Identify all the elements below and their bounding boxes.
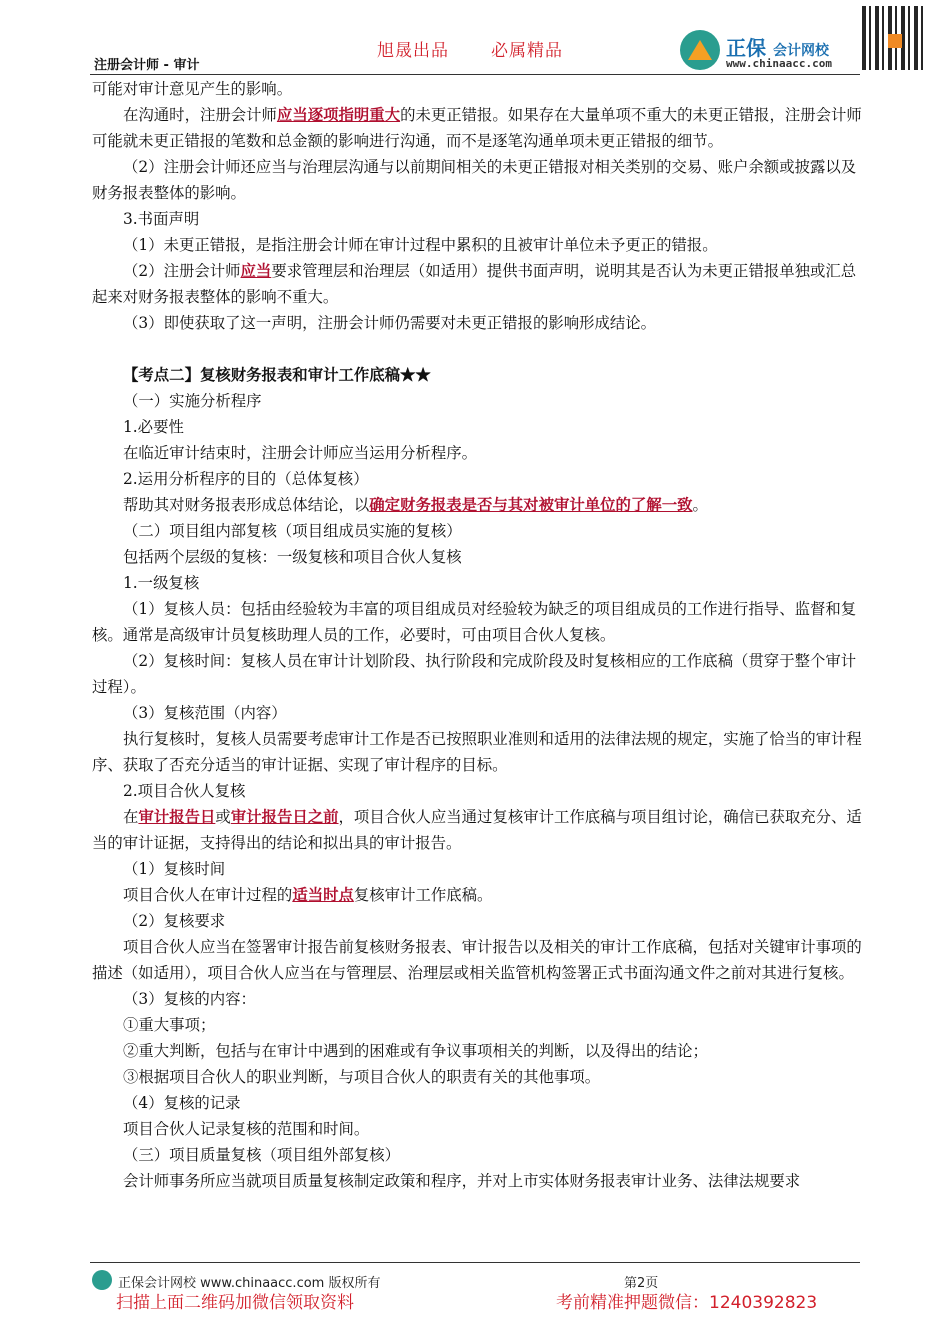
paragraph: 在审计报告日或审计报告日之前，项目合伙人应当通过复核审计工作底稿与项目组讨论，确信已获取充分、适当的审计证据，支持得出的结论和拟出具的审计报告。	[92, 808, 862, 852]
paragraph: 帮助其对财务报表形成总体结论，以确定财务报表是否与其对被审计单位的了解一致。	[123, 496, 708, 514]
brand-logo	[680, 30, 860, 74]
document-body	[92, 76, 862, 1194]
paragraph: 执行复核时，复核人员需要考虑审计工作是否已按照职业准则和适用的法律法规的规定，实施了恰当的审计程序、获取了否充分适当的审计证据、实现了审计程序的目标。	[92, 730, 862, 774]
topic-title: 【考点二】复核财务报表和审计工作底稿★★	[123, 366, 431, 384]
course-title: 注册会计师 - 审计	[94, 58, 200, 73]
section-heading: （三）项目质量复核（项目组外部复核）	[123, 1146, 401, 1164]
paragraph: 在临近审计结束时，注册会计师应当运用分析程序。	[123, 444, 477, 462]
paragraph: （2）复核时间：复核人员在审计计划阶段、执行阶段和完成阶段及时复核相应的工作底稿（贯穿于整个审计过程）。	[92, 652, 857, 696]
logo-url: www.chinaacc.com	[726, 57, 832, 70]
header-slogan-right: 必属精品	[491, 41, 563, 61]
footer-copyright: 正保会计网校 www.chinaacc.com 版权所有	[118, 1276, 381, 1291]
section-heading: （3）复核范围（内容）	[123, 704, 287, 722]
page-number: 第2页	[624, 1276, 659, 1291]
header-divider	[90, 74, 860, 75]
paragraph: 可能对审计意见产生的影响。	[92, 80, 293, 98]
section-heading: （4）复核的记录	[123, 1094, 241, 1112]
emphasis-text: 审计报告日	[138, 808, 216, 826]
section-heading: 1.一级复核	[123, 574, 200, 592]
footer-logo-icon	[92, 1270, 112, 1290]
footer-promo-right: 考前精准押题微信：1240392823	[556, 1293, 818, 1313]
paragraph: 项目合伙人应当在签署审计报告前复核财务报表、审计报告以及相关的审计工作底稿，包括对关键审计事项的描述（如适用），项目合伙人应当在与管理层、治理层或相关监管机构签署正式书面沟通文件之前对其进行复核。	[92, 938, 862, 982]
logo-name: 正保 会计网校	[726, 36, 829, 60]
paragraph: 在沟通时，注册会计师应当逐项指明重大的未更正错报。如果存在大量单项不重大的未更正错报，注册会计师可能就未更正错报的笔数和总金额的影响进行沟通，而不是逐笔沟通单项未更正错报的细节。	[92, 106, 862, 150]
paragraph: 项目合伙人在审计过程的适当时点复核审计工作底稿。	[123, 886, 493, 904]
paragraph: （1）复核人员：包括由经验较为丰富的项目组成员对经验较为缺乏的项目组成员的工作进行指导、监督和复核。通常是高级审计员复核助理人员的工作，必要时，可由项目合伙人复核。	[92, 600, 857, 644]
paragraph: （1）未更正错报，是指注册会计师在审计过程中累积的且被审计单位未予更正的错报。	[123, 236, 718, 254]
section-heading: 2.运用分析程序的目的（总体复核）	[123, 470, 369, 488]
section-heading: （二）项目组内部复核（项目组成员实施的复核）	[123, 522, 462, 540]
paragraph: （2）注册会计师还应当与治理层沟通与以前期间相关的未更正错报对相关类别的交易、账户余额或披露以及财务报表整体的影响。	[92, 158, 857, 202]
emphasis-text: 应当逐项指明重大	[276, 106, 401, 124]
header-slogan	[377, 36, 605, 61]
emphasis-text: 审计报告日之前	[230, 808, 339, 826]
paragraph: （3）即使获取了这一声明，注册会计师仍需要对未更正错报的影响形成结论。	[123, 314, 657, 332]
section-heading: 3.书面声明	[123, 210, 200, 228]
section-heading: （1）复核时间	[123, 860, 226, 878]
emphasis-text: 应当	[240, 262, 272, 280]
emphasis-text: 适当时点	[292, 886, 354, 904]
header-slogan-left: 旭晟出品	[377, 41, 449, 61]
emphasis-text: 确定财务报表是否与其对被审计单位的了解一致	[369, 496, 693, 514]
paragraph: 包括两个层级的复核：一级复核和项目合伙人复核	[123, 548, 462, 566]
section-heading: （一）实施分析程序	[123, 392, 262, 410]
paragraph: （2）注册会计师应当要求管理层和治理层（如适用）提供书面声明，说明其是否认为未更正错报单独或汇总起来对财务报表整体的影响不重大。	[92, 262, 857, 306]
footer-divider	[90, 1262, 860, 1263]
section-heading: （3）复核的内容：	[123, 990, 256, 1008]
section-heading: 2.项目合伙人复核	[123, 782, 246, 800]
list-item: ②重大判断，包括与在审计中遇到的困难或有争议事项相关的判断，以及得出的结论；	[123, 1042, 708, 1060]
paragraph: 会计师事务所应当就项目质量复核制定政策和程序，并对上市实体财务报表审计业务、法律法规要求	[123, 1172, 801, 1190]
section-heading: （2）复核要求	[123, 912, 226, 930]
section-heading: 1.必要性	[123, 418, 184, 436]
logo-icon	[680, 30, 720, 70]
list-item: ①重大事项；	[123, 1016, 216, 1034]
list-item: ③根据项目合伙人的职业判断，与项目合伙人的职责有关的其他事项。	[123, 1068, 601, 1086]
footer-promo-left: 扫描上面二维码加微信领取资料	[116, 1293, 354, 1313]
qr-code-icon	[862, 6, 926, 90]
paragraph: 项目合伙人记录复核的范围和时间。	[123, 1120, 370, 1138]
